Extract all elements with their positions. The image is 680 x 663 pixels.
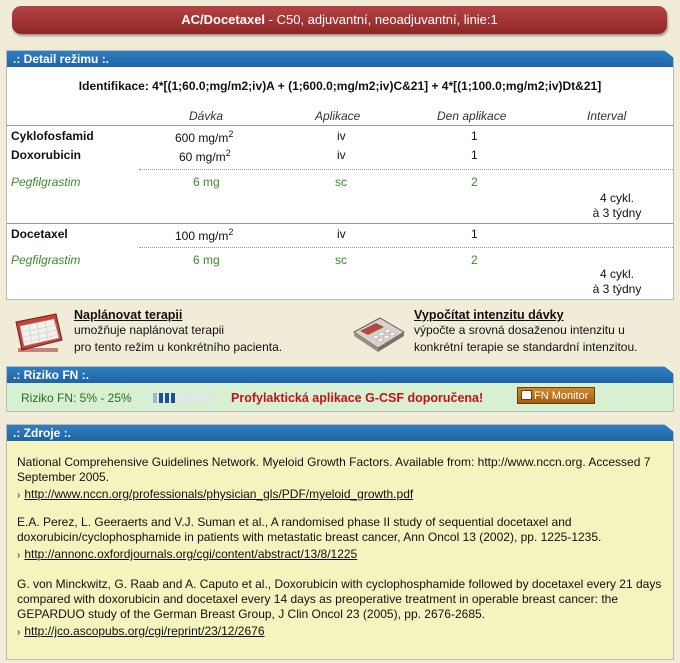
block-divider bbox=[7, 223, 673, 224]
drug-application: sc bbox=[335, 253, 347, 267]
fn-risk-meter-segment bbox=[165, 393, 169, 403]
fn-risk-body bbox=[7, 383, 673, 411]
source-ref-link[interactable]: http://jco.ascopubs.org/cgi/reprint/23/12/2676 bbox=[24, 624, 265, 638]
fn-risk-meter-segment bbox=[159, 393, 163, 403]
fn-risk-meter-segment bbox=[195, 393, 199, 403]
drug-name: Cyklofosfamid bbox=[11, 129, 94, 143]
dose-intensity-desc-2: konkrétní terapie se standardní intenzitou. bbox=[414, 340, 638, 354]
arrow-icon: › bbox=[17, 627, 21, 638]
arrow-icon: › bbox=[17, 550, 21, 561]
plan-therapy-block bbox=[74, 308, 282, 356]
regimen-title-bar bbox=[12, 6, 667, 34]
fn-monitor-button[interactable]: FN Monitor bbox=[517, 387, 595, 404]
source-ref-3 bbox=[17, 577, 667, 640]
drug-dose: 6 mg bbox=[193, 175, 220, 189]
actions-bar bbox=[6, 304, 674, 362]
drug-application: sc bbox=[335, 175, 347, 189]
header-day: Den aplikace bbox=[437, 109, 507, 123]
sources-section bbox=[6, 424, 674, 660]
source-ref-link[interactable]: http://www.nccn.org/professionals/physician_gls/PDF/myeloid_growth.pdf bbox=[24, 487, 414, 501]
source-ref-1 bbox=[17, 455, 667, 503]
drug-dose: 60 $mg/m^2$ bbox=[179, 148, 231, 164]
table-row bbox=[7, 146, 673, 164]
drug-day: 1 bbox=[471, 129, 478, 143]
regimen-subtitle: - C50, adjuvantní, neoadjuvantní, linie:1 bbox=[265, 12, 498, 27]
fn-risk-meter-segment bbox=[189, 393, 193, 403]
dose-intensity-desc-1: výpočte a srovná dosaženou intenzitu u bbox=[414, 323, 625, 337]
dose-intensity-block bbox=[414, 308, 637, 356]
fn-risk-meter-segment bbox=[177, 393, 181, 403]
drug-name: Pegfilgrastim bbox=[11, 175, 81, 189]
drug-dose: 600 $mg/m^2$ bbox=[175, 129, 234, 145]
source-ref-text: E.A. Perez, L. Geeraerts and V.J. Suman et al., A randomised phase II study of sequential docetaxel and doxorubicin/cyclophosphamide in patients with metastatic breast cancer, Ann Oncol 13 (2002), pp. 1225-1235. bbox=[17, 515, 602, 544]
source-ref-text: National Comprehensive Guidelines Network. Myeloid Growth Factors. Available from: http://www.nccn.org. Accessed 7 September 2005. bbox=[17, 455, 651, 484]
header-divider bbox=[7, 125, 673, 126]
drug-name: Docetaxel bbox=[11, 227, 68, 241]
drug-day: 1 bbox=[471, 227, 478, 241]
drug-day: 2 bbox=[471, 175, 478, 189]
fn-risk-meter-segment bbox=[201, 393, 205, 403]
fn-risk-section bbox=[6, 366, 674, 412]
fn-risk-meter-segment bbox=[153, 393, 157, 403]
drug-name: Doxorubicin bbox=[11, 148, 82, 162]
source-ref-2 bbox=[17, 515, 667, 563]
header-dose: Dávka bbox=[189, 109, 224, 123]
regimen-name: AC/Docetaxel bbox=[181, 12, 266, 27]
source-ref-link[interactable]: http://annonc.oxfordjournals.org/cgi/content/abstract/13/8/1225 bbox=[24, 547, 358, 561]
drug-day: 2 bbox=[471, 253, 478, 267]
drug-application: iv bbox=[337, 227, 346, 241]
plan-therapy-desc-1: umožňuje naplánovat terapii bbox=[74, 323, 225, 337]
calendar-icon[interactable] bbox=[12, 310, 62, 352]
table-row bbox=[7, 173, 673, 191]
drug-application: iv bbox=[337, 129, 346, 143]
fn-risk-meter-segment bbox=[207, 393, 211, 403]
dose-intensity-link[interactable]: Vypočítat intenzitu dávky bbox=[414, 308, 564, 322]
fn-risk-meter-segment bbox=[171, 393, 175, 403]
fn-risk-meter-segment bbox=[183, 393, 187, 403]
detail-heading: .: Detail režimu :. bbox=[7, 51, 673, 67]
fn-risk-meter bbox=[153, 393, 211, 403]
cycle-interval: 4 cykl. à 3 týdny bbox=[592, 191, 642, 220]
row-divider bbox=[139, 169, 673, 170]
header-application: Aplikace bbox=[315, 109, 361, 123]
drug-application: iv bbox=[337, 148, 346, 162]
arrow-icon: › bbox=[17, 490, 21, 501]
detail-section bbox=[6, 50, 674, 300]
table-row bbox=[7, 225, 673, 243]
source-ref-text: G. von Minckwitz, G. Raab and A. Caputo et al., Doxorubicin with cyclophosphamide followed by docetaxel every 21 days compared with doxorubicin and docetaxel every 14 days as preoperative treatment in operable breast cancer: the GEPARDUO study of the German Breast Group, J Clin Oncol 23 (2005), pp. 2676-2685. bbox=[17, 577, 662, 621]
table-row bbox=[7, 127, 673, 145]
identification-line: Identifikace: 4*[(1;60.0;mg/m2;iv)A + (1;600.0;mg/m2;iv)C&21] + 4*[(1;100.0;mg/m2;iv)Dt&21] bbox=[78, 79, 602, 93]
monitor-icon bbox=[521, 390, 532, 400]
calculator-icon[interactable] bbox=[350, 312, 400, 354]
drug-name: Pegfilgrastim bbox=[11, 253, 81, 267]
row-divider bbox=[139, 247, 673, 248]
drug-day: 1 bbox=[471, 148, 478, 162]
drug-dose: 100 $mg/m^2$ bbox=[175, 227, 234, 243]
header-interval: Interval bbox=[587, 109, 627, 123]
table-row bbox=[7, 251, 673, 269]
fn-recommendation: Profylaktická aplikace G-CSF doporučena! bbox=[231, 391, 484, 405]
fn-risk-label: Riziko FN: 5% - 25% bbox=[21, 391, 132, 405]
cycle-interval: 4 cykl. à 3 týdny bbox=[592, 267, 642, 296]
sources-heading: .: Zdroje :. bbox=[7, 425, 673, 441]
plan-therapy-desc-2: pro tento režim u konkrétního pacienta. bbox=[74, 340, 283, 354]
plan-therapy-link[interactable]: Naplánovat terapii bbox=[74, 308, 183, 322]
drug-dose: 6 mg bbox=[193, 253, 220, 267]
fn-heading: .: Riziko FN :. bbox=[7, 367, 673, 383]
